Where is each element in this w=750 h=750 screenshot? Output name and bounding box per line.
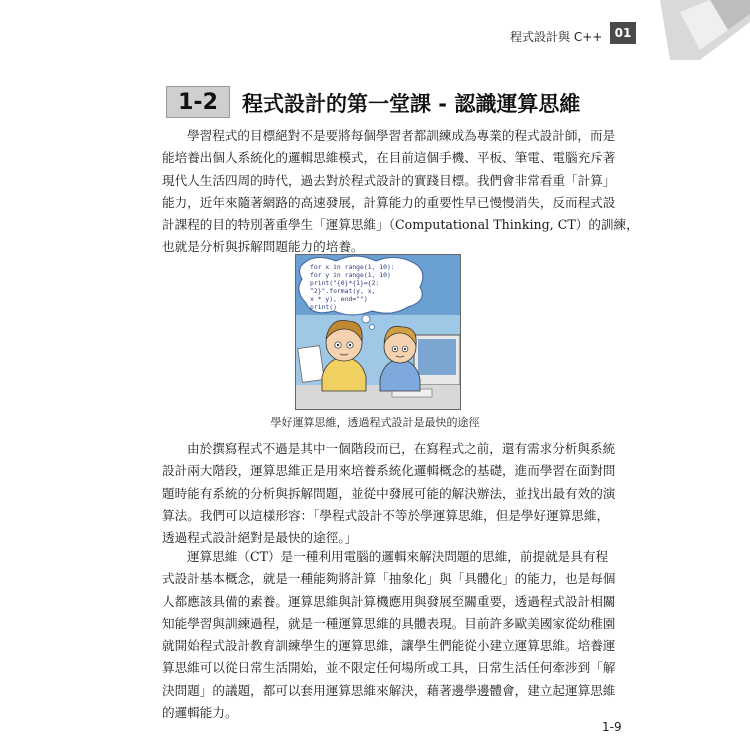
paragraph-line: 人都應該具備的素養。運算思維與計算機應用與發展至關重要，透過程式設計相關 bbox=[162, 593, 616, 609]
paragraph-line: 式設計基本概念，就是一種能夠將計算「抽象化」與「具體化」的能力，也是每個 bbox=[162, 571, 616, 587]
page-number: 1-9 bbox=[602, 720, 622, 734]
paragraph-2 bbox=[162, 438, 616, 549]
code-line: print("{0}*{1}={2: bbox=[310, 279, 380, 287]
section-number: 1-2 bbox=[166, 86, 230, 118]
paragraph-line: 由於撰寫程式不過是其中一個階段而已，在寫程式之前，還有需求分析與系統 bbox=[187, 441, 616, 456]
paragraph-1 bbox=[162, 125, 639, 259]
code-line: for x in range(1, 10): bbox=[310, 263, 395, 271]
paragraph-line: 運算思維（CT）是一種利用電腦的邏輯來解決問題的思維，前提就是具有程 bbox=[187, 549, 609, 564]
paragraph-line: 知能學習與訓練過程，就是一種運算思維的具體表現。目前許多歐美國家從幼稚園 bbox=[162, 615, 616, 631]
paragraph-line: 算思維可以從日常生活開始，並不限定任何場所或工具，日常生活任何牽涉到「解 bbox=[162, 660, 616, 676]
paragraph-line: 題時能有系統的分析與拆解問題，並從中發展可能的解決辦法，並找出最有效的演 bbox=[162, 485, 616, 501]
paragraph-line: 設計兩大階段，運算思維正是用來培養系統化邏輯概念的基礎，進而學習在面對問 bbox=[162, 463, 616, 479]
paragraph-line: 也就是分析與拆解問題能力的培養。 bbox=[162, 239, 364, 255]
paragraph-line: 學習程式的目標絕對不是要將每個學習者都訓練成為專業的程式設計師，而是 bbox=[187, 128, 616, 143]
running-title: 程式設計與 C++ bbox=[510, 30, 603, 44]
paragraph-3 bbox=[162, 546, 616, 724]
code-line: x * y), end="") bbox=[310, 295, 368, 303]
paragraph-line: 現代人生活四周的時代，過去對於程式設計的實踐目標。我們會非常看重「計算」 bbox=[162, 172, 616, 188]
paragraph-line: 計課程的目的特別著重學生「運算思維」（Computational Thinking, CT）的訓練， bbox=[162, 217, 639, 233]
paragraph-line: 的邏輯能力。 bbox=[162, 705, 238, 721]
code-line: ^2}".format(y, x, bbox=[310, 287, 376, 295]
paragraph-line: 透過程式設計絕對是最快的途徑。」 bbox=[162, 530, 358, 546]
code-line: print() bbox=[310, 303, 337, 311]
code-line: for y in range(1, 10) bbox=[310, 271, 391, 279]
section-title: 程式設計的第一堂課 - 認識運算思維 bbox=[242, 92, 581, 116]
paragraph-line: 能培養出個人系統化的邏輯思維模式，在目前這個手機、平板、筆電、電腦充斥著 bbox=[162, 150, 616, 166]
paragraph-line: 算法。我們可以這樣形容：「學程式設計不等於學運算思維，但是學好運算思維， bbox=[162, 507, 610, 523]
figure-caption: 學好運算思維，透過程式設計是最快的途徑 bbox=[270, 416, 480, 429]
paragraph-line: 就開始程式設計教育訓練學生的運算思維，讓學生們能從小建立運算思維。培養運 bbox=[162, 638, 616, 654]
corner-decoration bbox=[640, 0, 750, 60]
paragraph-line: 決問題」的議題，都可以套用運算思維來解決，藉著邊學邊體會，建立起運算思維 bbox=[162, 682, 616, 698]
cartoon-image bbox=[296, 255, 460, 409]
illustration-students-thinking bbox=[295, 254, 461, 410]
chapter-number-tab: 01 bbox=[610, 22, 636, 44]
paragraph-line: 能力，近年來隨著網路的高速發展，計算能力的重要性早已慢慢消失，反而程式設 bbox=[162, 194, 616, 210]
